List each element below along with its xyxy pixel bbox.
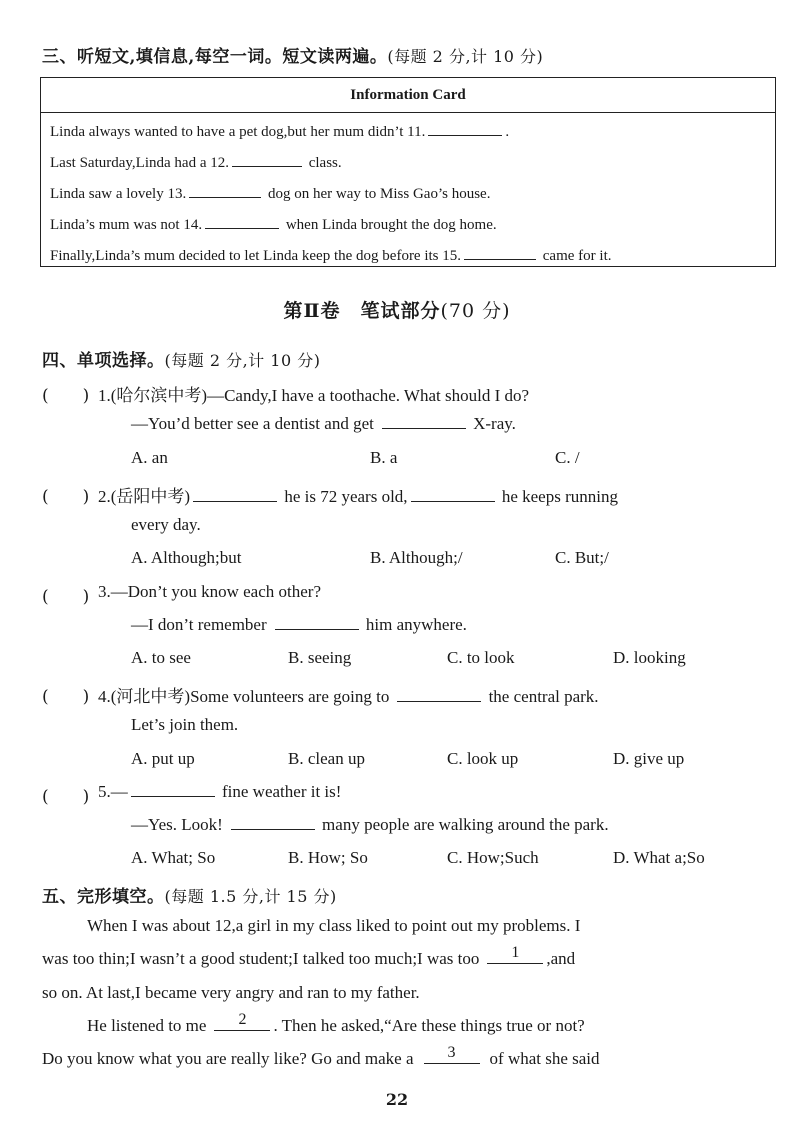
card-line-13 <box>50 183 490 203</box>
answer-paren-q3[interactable]: ( ) <box>42 587 90 607</box>
information-card <box>40 77 776 267</box>
q2-text: he is 72 years old, <box>280 487 408 506</box>
q5-text: —Yes. Look! <box>131 815 223 834</box>
q3-option-b[interactable]: B. seeing <box>288 648 352 667</box>
q3-text: —I don’t remember <box>131 615 267 634</box>
passage-text: Do you know what you are really like? Go and make a <box>42 1049 414 1068</box>
cloze-blank-3[interactable] <box>424 1044 480 1064</box>
card-line-15 <box>50 245 611 265</box>
q2-option-a[interactable]: A. Although;but <box>131 548 242 567</box>
q5-number: 5. <box>98 782 111 801</box>
q2-blank-1[interactable] <box>193 487 277 502</box>
q5-option-c[interactable]: C. How;Such <box>447 848 539 867</box>
section3-title: 三、听短文,填信息,每空一词。短文读两遍。 <box>42 47 388 67</box>
q1-text: —Candy,I have a toothache. What should I do? <box>207 386 530 405</box>
q1-option-b[interactable]: B. a <box>370 448 398 467</box>
cloze-blank-number: 3 <box>447 1044 456 1061</box>
q3-option-c[interactable]: C. to look <box>447 648 515 667</box>
q5-option-b[interactable]: B. How; So <box>288 848 368 867</box>
page-number: 22 <box>385 1090 409 1109</box>
q5-option-a[interactable]: A. What; So <box>131 848 216 867</box>
passage-line: so on. At last,I became very angry and ran to my father. <box>42 983 420 1002</box>
passage-text: . Then he asked,“Are these things true or not? <box>273 1016 585 1035</box>
q2-option-b[interactable]: B. Although;/ <box>370 548 463 567</box>
passage-text: ,and <box>546 949 576 968</box>
part2-points: (70 分) <box>440 300 511 322</box>
q3-number: 3. <box>98 582 111 601</box>
q1-number: 1. <box>98 386 111 405</box>
section5-note: (每题 1.5 分,计 15 分) <box>164 887 337 906</box>
passage-text: of what she said <box>489 1049 600 1068</box>
q4-option-b[interactable]: B. clean up <box>288 749 365 768</box>
q1-blank[interactable] <box>382 414 466 429</box>
q1-option-a[interactable]: A. an <box>131 448 168 467</box>
q3-line2 <box>131 615 467 635</box>
answer-paren-q4[interactable]: ( ) <box>42 687 90 707</box>
card-line-text: Last Saturday,Linda had a 12. <box>50 155 229 171</box>
q2-line2: every day. <box>131 515 201 534</box>
answer-paren-q5[interactable]: ( ) <box>42 787 90 807</box>
q5-text: — <box>110 782 128 801</box>
q3-text: —Don’t you know each other? <box>110 582 321 601</box>
cloze-blank-number: 1 <box>511 944 520 961</box>
q2-number: 2. <box>98 487 111 506</box>
card-line-text: dog on her way to Miss Gao’s house. <box>264 186 491 202</box>
q4-option-c[interactable]: C. look up <box>447 749 519 768</box>
card-title: Information Card <box>41 78 775 113</box>
answer-blank-15[interactable] <box>464 245 536 260</box>
card-line-text: . <box>505 124 510 140</box>
card-line-14 <box>50 214 497 234</box>
q4-line1 <box>98 682 599 707</box>
card-line-text: Finally,Linda’s mum decided to let Linda keep the dog before its 15. <box>50 248 462 264</box>
q2-blank-2[interactable] <box>411 487 495 502</box>
card-line-text: Linda’s mum was not 14. <box>50 217 203 233</box>
passage-text: He listened to me <box>87 1016 207 1035</box>
answer-paren-q2[interactable]: ( ) <box>42 487 90 507</box>
card-line-text: Linda always wanted to have a pet dog,but her mum didn’t 11. <box>50 124 426 140</box>
q4-text: Some volunteers are going to <box>190 687 390 706</box>
answer-blank-13[interactable] <box>189 183 261 198</box>
card-line-text: came for it. <box>539 248 612 264</box>
q2-option-c[interactable]: C. But;/ <box>555 548 609 567</box>
q1-line1 <box>98 381 529 406</box>
card-line-12 <box>50 152 342 172</box>
q5-text: many people are walking around the park. <box>317 815 609 834</box>
q3-blank[interactable] <box>275 615 359 630</box>
cloze-blank-2[interactable] <box>214 1011 270 1031</box>
passage-text: was too thin;I wasn’t a good student;I talked too much;I was too <box>42 949 480 968</box>
q3-option-a[interactable]: A. to see <box>131 648 191 667</box>
card-line-text: Linda saw a lovely 13. <box>50 186 187 202</box>
q2-source: (岳阳中考) <box>110 487 191 506</box>
q3-option-d[interactable]: D. looking <box>613 648 686 667</box>
card-line-text: when Linda brought the dog home. <box>282 217 497 233</box>
q1-text: X-ray. <box>468 414 516 433</box>
answer-blank-11[interactable] <box>428 121 502 136</box>
q5-line2 <box>131 815 609 835</box>
section4-note: (每题 2 分,计 10 分) <box>164 351 321 370</box>
q4-option-d[interactable]: D. give up <box>613 749 685 768</box>
cloze-blank-number: 2 <box>238 1011 247 1028</box>
q4-number: 4. <box>98 687 111 706</box>
section5-title: 五、完形填空。 <box>42 887 165 907</box>
q4-option-a[interactable]: A. put up <box>131 749 195 768</box>
passage-line <box>42 1044 600 1069</box>
answer-blank-12[interactable] <box>232 152 302 167</box>
q2-line1 <box>98 482 618 507</box>
section4-title: 四、单项选择。 <box>42 351 165 371</box>
q4-blank[interactable] <box>397 687 481 702</box>
part2-title-text: 第Ⅱ卷 笔试部分 <box>283 300 441 322</box>
card-line-11 <box>50 121 509 141</box>
answer-blank-14[interactable] <box>205 214 279 229</box>
passage-line: When I was about 12,a girl in my class liked to point out my problems. I <box>87 916 581 935</box>
q3-text: him anywhere. <box>361 615 467 634</box>
cloze-blank-1[interactable] <box>487 944 543 964</box>
q1-source: (哈尔滨中考) <box>110 386 208 405</box>
q5-option-d[interactable]: D. What a;So <box>613 848 705 867</box>
q5-blank-2[interactable] <box>231 815 315 830</box>
q4-line2: Let’s join them. <box>131 715 239 734</box>
section3-note: (每题 2 分,计 10 分) <box>387 47 544 66</box>
answer-paren-q1[interactable]: ( ) <box>42 386 90 406</box>
part2-title <box>0 296 794 323</box>
card-line-text: class. <box>304 155 342 171</box>
q5-text: fine weather it is! <box>217 782 342 801</box>
section4-heading <box>42 346 320 371</box>
q1-line2 <box>131 414 516 434</box>
passage-line <box>42 944 576 969</box>
q4-text: the central park. <box>484 687 599 706</box>
q3-line1 <box>98 582 321 602</box>
q1-text: —You’d better see a dentist and get <box>131 414 374 433</box>
section3-heading <box>42 42 543 67</box>
q4-source: (河北中考) <box>110 687 191 706</box>
passage-line <box>87 1011 585 1036</box>
section5-heading <box>42 882 337 907</box>
q5-line1 <box>98 782 341 802</box>
q2-text: he keeps running <box>497 487 618 506</box>
q5-blank-1[interactable] <box>131 782 215 797</box>
q1-option-c[interactable]: C. / <box>555 448 580 467</box>
